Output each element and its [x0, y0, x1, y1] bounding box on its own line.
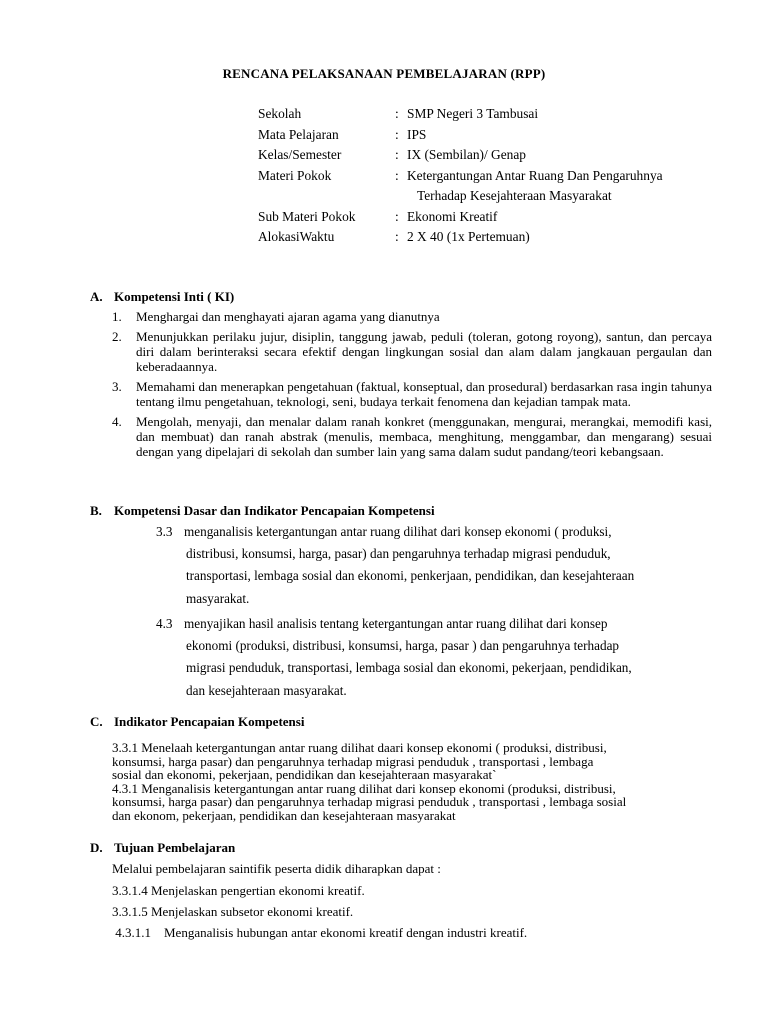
info-row-sub-materi-pokok — [258, 207, 718, 228]
list-text: Menghargai dan menghayati ajaran agama yang dianutnya — [136, 309, 440, 324]
section-title: Indikator Pencapaian Kompetensi — [114, 714, 305, 729]
ipk-line: konsumsi, harga pasar) dan pengaruhnya terhadap migrasi penduduk , transportasi , lembaga sosial — [112, 794, 627, 810]
section-title: Tujuan Pembelajaran — [114, 840, 236, 855]
section-a-heading — [90, 289, 234, 305]
kd-text: menyajikan hasil analisis tentang ketergantungan antar ruang dilihat dari konsep — [184, 616, 608, 631]
info-label: Materi Pokok — [258, 167, 332, 183]
list-item — [112, 329, 712, 374]
kd-text-line: transportasi, lembaga sosial dan ekonomi, penkerjaan, pendidikan, dan kesejahteraan — [186, 568, 635, 584]
info-value: SMP Negeri 3 Tambusai — [407, 106, 539, 121]
ipk-line: 4.3.1 Menganalisis ketergantungan antar ruang dilihat dari konsep ekonomi (produksi, distribusi, — [112, 780, 616, 796]
list-item — [112, 309, 712, 324]
page-title: RENCANA PELAKSANAAN PEMBELAJARAN (RPP) — [222, 66, 546, 81]
info-colon: : — [395, 106, 399, 121]
ipk-line: 3.3.1 Menelaah ketergantungan antar ruang dilihat daari konsep ekonomi ( produksi, distribusi, — [112, 740, 607, 755]
ipk-line: dan ekonom, pekerjaan, pendidikan dan kesejahteraan masyarakat — [112, 807, 456, 823]
section-d-heading — [90, 840, 235, 856]
kd-text: menganalisis ketergantungan antar ruang dilihat dari konsep ekonomi ( produksi, — [184, 524, 612, 539]
section-title: Kompetensi Dasar dan Indikator Pencapaian Kompetensi — [114, 503, 435, 518]
ipk-line: sosial dan ekonomi, pekerjaan, pendidikan dan kesejahteraan masyarakat` — [112, 767, 497, 783]
info-label: Mata Pelajaran — [258, 126, 339, 142]
kd-text-line: migrasi penduduk, transportasi, lembaga sosial dan ekonomi, pekerjaan, pendidikan, — [186, 660, 632, 676]
tujuan-item: 3.3.1.4 Menjelaskan pengertian ekonomi kreatif. — [112, 883, 365, 898]
tujuan-item: 4.3.1.1 Menganalisis hubungan antar ekonomi kreatif dengan industri kreatif. — [112, 925, 528, 940]
section-b-heading — [90, 503, 435, 519]
info-value: 2 X 40 (1x Pertemuan) — [407, 229, 530, 244]
list-number: 2. — [112, 329, 122, 344]
section-c-heading — [90, 714, 304, 730]
list-text: Memahami dan menerapkan pengetahuan (faktual, konseptual, dan prosedural) berdasarkan rasa ingin tahunya tentang ilmu pengetahuan, teknologi, seni, budaya terkait fenomena dan kejadian tampak mata. — [136, 379, 712, 409]
info-value: Ekonomi Kreatif — [407, 208, 498, 224]
section-letter: A. — [90, 289, 103, 304]
kd-item-4-3 — [156, 613, 706, 702]
tujuan-intro: Melalui pembelajaran saintifik peserta didik diharapkan dapat : — [112, 861, 441, 876]
info-row-materi-pokok — [258, 166, 718, 207]
info-label: Sub Materi Pokok — [258, 208, 356, 224]
info-colon: : — [395, 229, 399, 244]
info-colon: : — [395, 208, 399, 224]
info-value: IX (Sembilan)/ Genap — [407, 147, 526, 162]
section-letter: C. — [90, 714, 103, 729]
info-row-kelas-semester — [258, 145, 718, 166]
list-number: 3. — [112, 379, 122, 394]
info-label: Sekolah — [258, 106, 302, 121]
list-item — [112, 379, 712, 409]
kd-number: 3.3 — [156, 524, 173, 539]
info-colon: : — [395, 126, 399, 142]
ki-list — [112, 309, 712, 464]
kd-text-line: distribusi, konsumsi, harga, pasar) dan pengaruhnya terhadap migrasi penduduk, — [186, 546, 611, 562]
info-row-mata-pelajaran — [258, 125, 718, 146]
list-number: 1. — [112, 309, 122, 324]
section-title: Kompetensi Inti ( KI) — [114, 289, 235, 304]
tujuan-item: 3.3.1.5 Menjelaskan subsetor ekonomi kreatif. — [112, 904, 354, 919]
kd-text-line: ekonomi (produksi, distribusi, konsumsi, harga, pasar ) dan pengaruhnya terhadap — [186, 638, 620, 654]
list-item — [112, 414, 712, 459]
list-text: Mengolah, menyaji, dan menalar dalam ranah konkret (menggunakan, mengurai, merangkai, memodifi kasi, dan membuat) dan ranah abstrak (menulis, membaca, menghitung, menggambar, dan mengarang) sesuai dengan yang dipelajari di sekolah dan sumber lain yang sama dalam sudut pandang/teori kebangsaan. — [136, 414, 712, 459]
info-colon: : — [395, 147, 399, 162]
info-value: IPS — [407, 126, 427, 142]
kd-item-3-3 — [156, 521, 706, 610]
ipk-text — [112, 741, 712, 823]
kd-text-line: dan kesejahteraan masyarakat. — [186, 682, 347, 698]
ipk-line: konsumsi, harga pasar) dan pengaruhnya terhadap migrasi penduduk , transportasi , lembaga — [112, 753, 594, 769]
list-text: Menunjukkan perilaku jujur, disiplin, tanggung jawab, peduli (toleran, gotong royong), santun, dan percaya diri dalam berinteraksi secara efektif dengan lingkungan sosial dan alam dalam jangkauan pergaulan dan keberadaannya. — [136, 329, 712, 374]
section-letter: D. — [90, 840, 103, 855]
info-colon: : — [395, 167, 399, 183]
info-row-alokasi-waktu — [258, 227, 718, 248]
info-row-sekolah — [258, 104, 718, 125]
list-number: 4. — [112, 414, 122, 429]
info-value: Ketergantungan Antar Ruang Dan Pengaruhnya — [407, 167, 663, 183]
info-table — [258, 104, 718, 248]
kd-number: 4.3 — [156, 616, 173, 631]
kd-text-line: masyarakat. — [186, 590, 250, 606]
info-label: Kelas/Semester — [258, 147, 342, 162]
info-label: AlokasiWaktu — [258, 229, 335, 244]
section-letter: B. — [90, 503, 102, 518]
info-value-continuation: Terhadap Kesejahteraan Masyarakat — [417, 188, 612, 203]
